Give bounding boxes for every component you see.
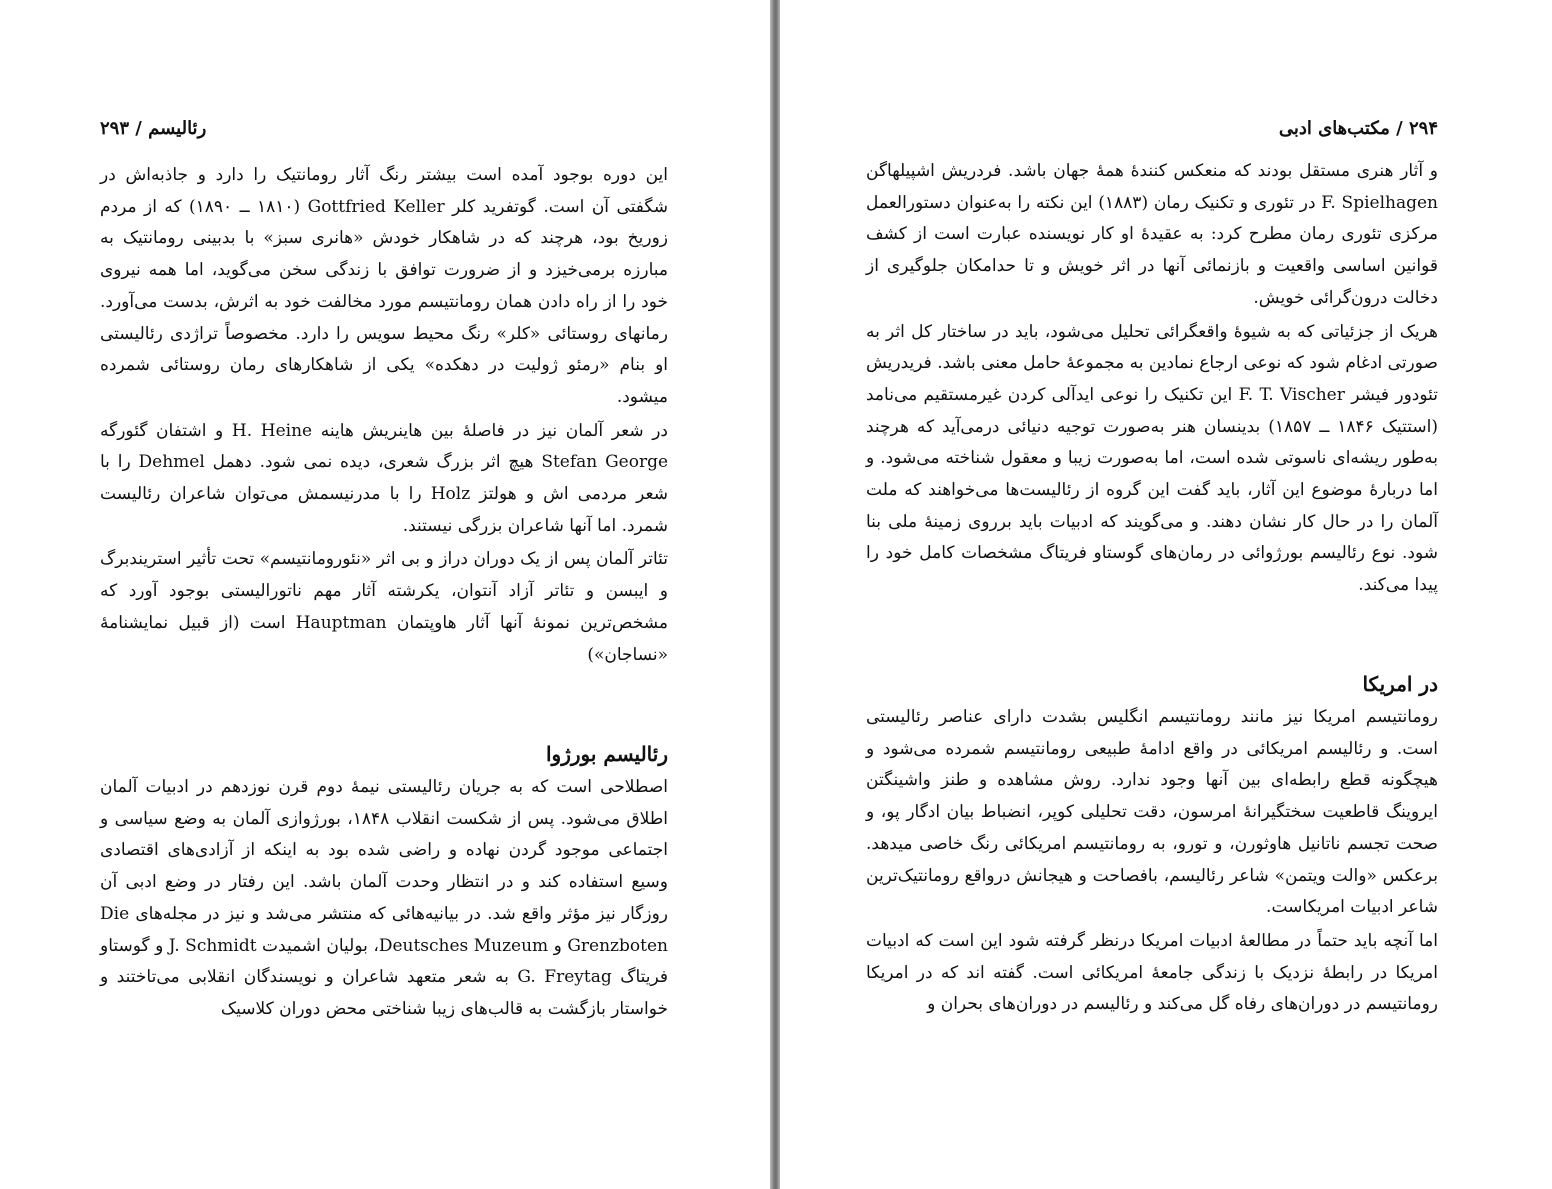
left-page-body (100, 160, 668, 671)
paragraph: تئاتر آلمان پس از یک دوران دراز و بی اثر «نئورومانتیسم» تحت تأثیر استریندبرگ و ایبسن و تئاتر آزاد آنتوان، یکرشته آثار مهم ناتورالیستی بوجود آورد که مشخص‌ترین نمونهٔ آنها آثار هاوپتمان Hauptman است (از قبیل نمایشنامهٔ «نساجان») (100, 549, 668, 665)
paragraph: در شعر آلمان نیز در فاصلهٔ بین هاینریش هاینه H. Heine و اشتفان گئورگه Stefan George هیچ اثر بزرگ شعری، دیده نمی شود. دهمل Dehmel را با شعر مردمی اش و هولتز Holz را با مدرنیسمش می‌توان شاعران رئالیست شمرد. اما آنها شاعران بزرگی نیستند. (100, 420, 669, 536)
paragraph: و آثار هنری مستقل بودند که منعکس کنندهٔ همهٔ جهان باشد. فردریش اشپیلهاگن F. Spielhagen در تئوری و تکنیک رمان (۱۸۸۳) این نکته را به‌عنوان دستورالعمل مرکزی تئوری رمان مطرح کرد: به عقیدهٔ او کار نویسنده عبارت است از کشف قوانین اساسی واقعیت و بازنمائی آنها در اثر خویش و تا حدامکان جلوگیری از دخالت درون‌گرائی خویش. (866, 161, 1438, 308)
left-page (0, 0, 770, 1189)
right-section (866, 672, 1438, 1021)
paragraph: اما آنچه باید حتماً در مطالعهٔ ادبیات امریکا درنظر گرفته شود این است که ادبیات امریکا در رابطهٔ نزدیک با زندگی جامعهٔ امریکائی است. گفته اند که در امریکا رومانتیسم در دوران‌های رفاه گل می‌کند و رئالیسم در دوران‌های بحران و (866, 930, 1438, 1015)
right-page (780, 0, 1552, 1189)
section-title: در امریکا (1362, 672, 1438, 696)
section-title: رئالیسم بورژوا (546, 742, 668, 766)
paragraph: هریک از جزئیاتی که به شیوهٔ واقعگرائی تحلیل می‌شود، باید در ساختار کل اثر به صورتی ادغام شود که نوعی ارجاع نمادین به مجموعهٔ حامل معنی باشد. فریدریش تئودور فیشر F. T. Vischer این تکنیک را نوعی ایدآلی کردن غیرمستقیم می‌نامد (استتیک ۱۸۴۶ ــ ۱۸۵۷) بدینسان هنر به‌صورت توجیه دنیائی درمی‌آید که هرچند به‌طور ریشه‌ای ناسوتی شده است، اما به‌صورت زیبا و معقول شناخته می‌شود. و اما دربارهٔ موضوع این آثار، باید گفت این گروه از رئالیست‌ها می‌خواهند که ملت آلمان را در حال کار نشان دهند. و می‌گویند که ادبیات باید برروی زمینهٔ ملی بنا شود. نوع رئالیسم بورژوائی در رمان‌های گوستاو فریتاگ مشخصات کامل خود را پیدا می‌کند. (866, 321, 1438, 596)
left-section (100, 742, 668, 1026)
left-page-header: رئالیسم / ۲۹۳ (100, 118, 207, 139)
right-page-body (866, 156, 1438, 602)
paragraph: رومانتیسم امریکا نیز مانند رومانتیسم انگلیس بشدت دارای عناصر رئالیستی است. و رئالیسم امریکائی در واقع ادامهٔ طبیعی رومانتیسم شمرده می‌شود و هیچگونه قطع رابطه‌ای بین آنها وجود ندارد. روش مشاهده و طنز واشینگتن ایروینگ قاطعیت سختگیرانهٔ امرسون، دقت تحلیلی کوپر، انضباط بیان ادگار پو، و صحت تجسم ناتانیل هاوثورن، و تورو، به رومانتیسم امریکائی رنگ خاصی میدهد. برعکس «والت ویتمن» شاعر رئالیسم، بافصاحت و هیجانش درواقع رومانتیک‌ترین شاعر ادبیات امریکاست. (866, 707, 1438, 918)
book-gutter (770, 0, 780, 1189)
paragraph: اصطلاحی است که به جریان رئالیستی نیمهٔ دوم قرن نوزدهم در ادبیات آلمان اطلاق می‌شود. پس از شکست انقلاب ۱۸۴۸، بورژوازی آلمان به وضع سیاسی و اجتماعی موجود گردن نهاده و راضی شده بود به اینکه از آزادی‌های اقتصادی وسیع استفاده کند و در انتظار وحدت آلمان باشد. این رفتار در وضع ادبی آن روزگار نیز مؤثر واقع شد. در بیانیه‌هائی که منتشر می‌شد و نیز در مجله‌های Die Grenzboten و Deutsches Muzeum، بولیان اشمیدت J. Schmidt و گوستاو فریتاگ G. Freytag به شعر متعهد شاعران و نویسندگان انقلابی می‌تاختند و خواستار بازگشت به قالب‌های زیبا شناختی محض دوران کلاسیک (100, 777, 669, 1019)
paragraph: این دوره بوجود آمده است بیشتر رنگ آثار رومانتیک را دارد و جاذبه‌اش در شگفتی آن است. گوتفرید کلر Gottfried Keller (۱۸۱۰ ــ ۱۸۹۰) که از مردم زوریخ بود، هرچند که در شاهکار خودش «هانری سبز» با بدبینی رومانتیک به مبارزه برمی‌خیزد و از ضرورت توافق با زندگی سخن می‌گوید، اما همه نیروی خود را از راه دادن همان رومانتیسم مورد مخالفت خود به اثرش، بدست می‌آورد. رمانهای روستائی «کلر» رنگ محیط سویس را دارد. مخصوصاً تراژدی رئالیستی او بنام «رمئو ژولیت در دهکده» یکی از شاهکارهای رمان روستائی شمرده میشود. (100, 165, 668, 407)
right-page-header: ۲۹۴ / مکتب‌های ادبی (1278, 118, 1438, 139)
